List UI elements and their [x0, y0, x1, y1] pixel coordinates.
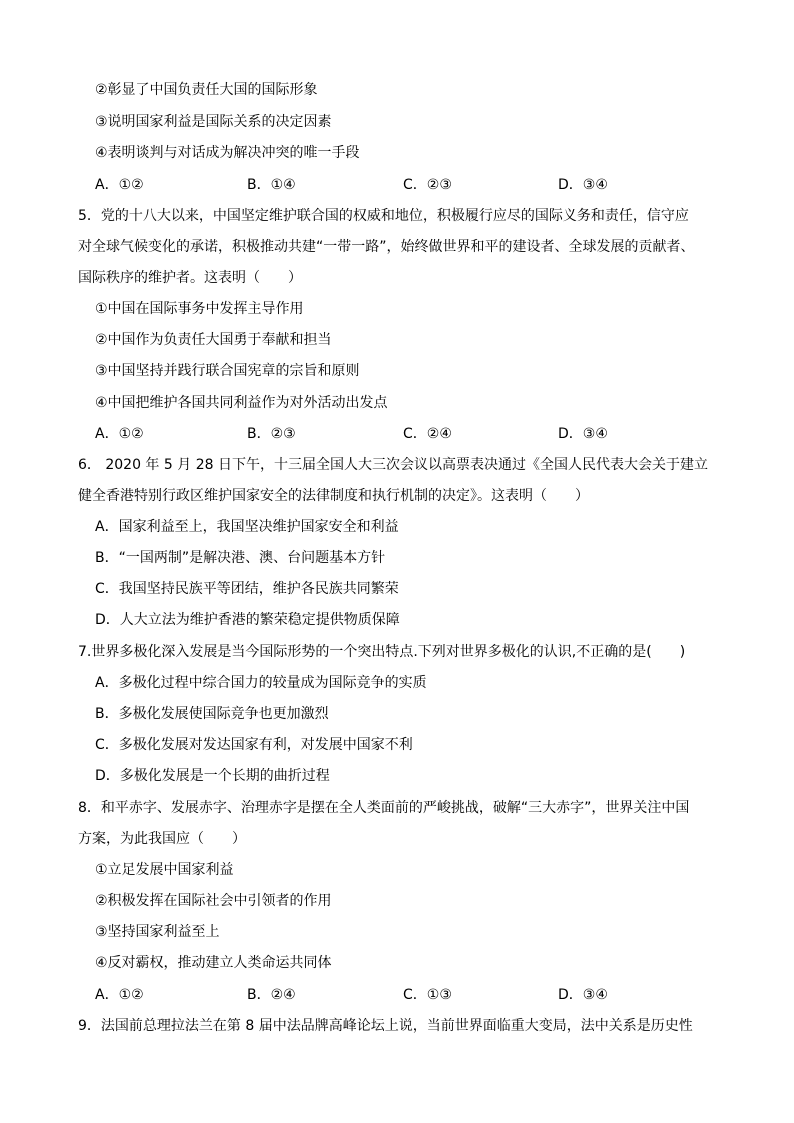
q5-stem-line-2: 对全球气候变化的承诺，积极推动共建“一带一路”，始终做世界和平的建设者、全球发展的贡献者、	[78, 239, 695, 255]
q6-stem-line-2: 健全香港特别行政区维护国家安全的法律制度和执行机制的决定》。这表明（ ）	[78, 488, 589, 504]
q8-stem-line-2: 方案，为此我国应（ ）	[78, 831, 246, 847]
q5-option-a[interactable]: A．①②	[95, 426, 144, 442]
q7-stem: 7.世界多极化深入发展是当今国际形势的一个突出特点.下列对世界多极化的认识,不正确的是( )	[78, 644, 686, 660]
q5-item-4: ④中国把维护各国共同利益作为对外活动出发点	[95, 395, 388, 411]
q8-option-c[interactable]: C．①③	[403, 987, 452, 1003]
q7-choice-d[interactable]: D．多极化发展是一个长期的曲折过程	[95, 768, 330, 784]
q6-choice-a[interactable]: A．国家利益至上，我国坚决维护国家安全和利益	[95, 519, 399, 535]
q5-option-b[interactable]: B．②③	[247, 426, 296, 442]
q8-stem-line-1: 8．和平赤字、发展赤字、治理赤字是摆在全人类面前的严峻挑战，破解“三大赤字”，世界关注中国	[78, 800, 690, 816]
q6-choice-b[interactable]: B．“一国两制”是解决港、澳、台问题基本方针	[95, 550, 386, 566]
q7-choice-a[interactable]: A．多极化过程中综合国力的较量成为国际竞争的实质	[95, 675, 427, 691]
q7-choice-b[interactable]: B．多极化发展使国际竞争也更加激烈	[95, 706, 329, 722]
q6-choice-d[interactable]: D．人大立法为维护香港的繁荣稳定提供物质保障	[95, 612, 400, 628]
q8-item-1: ①立足发展中国家利益	[95, 862, 234, 878]
q8-option-d[interactable]: D．③④	[558, 987, 608, 1003]
q5-item-1: ①中国在国际事务中发挥主导作用	[95, 301, 304, 317]
q5-item-3: ③中国坚持并践行联合国宪章的宗旨和原则	[95, 363, 360, 379]
q8-option-a[interactable]: A．①②	[95, 987, 144, 1003]
q4-item-4: ④表明谈判与对话成为解决冲突的唯一手段	[95, 145, 360, 161]
q4-option-b[interactable]: B．①④	[247, 177, 296, 193]
q4-option-c[interactable]: C．②③	[403, 177, 452, 193]
q4-item-3: ③说明国家利益是国际关系的决定因素	[95, 114, 332, 130]
q9-stem-line-1: 9．法国前总理拉法兰在第 8 届中法品牌高峰论坛上说，当前世界面临重大变局，法中关系是历史性	[78, 1018, 693, 1034]
q7-choice-c[interactable]: C．多极化发展对发达国家有利，对发展中国家不利	[95, 737, 413, 753]
q8-item-2: ②积极发挥在国际社会中引领者的作用	[95, 893, 332, 909]
q4-item-2: ②彰显了中国负责任大国的国际形象	[95, 82, 318, 98]
q6-stem-line-1: 6． 2020 年 5 月 28 日下午，十三届全国人大三次会议以高票表决通过《全国人民代表大会关于建立	[78, 457, 708, 473]
q6-choice-c[interactable]: C．我国坚持民族平等团结，维护各民族共同繁荣	[95, 581, 399, 597]
q5-option-d[interactable]: D．③④	[558, 426, 608, 442]
q5-item-2: ②中国作为负责任大国勇于奉献和担当	[95, 332, 332, 348]
q4-option-a[interactable]: A．①②	[95, 177, 144, 193]
q5-option-c[interactable]: C．②④	[403, 426, 452, 442]
q8-option-b[interactable]: B．②④	[247, 987, 296, 1003]
q5-stem-line-1: 5．党的十八大以来，中国坚定维护联合国的权威和地位，积极履行应尽的国际义务和责任，信守应	[78, 208, 689, 224]
q4-option-d[interactable]: D．③④	[558, 177, 608, 193]
q8-item-3: ③坚持国家利益至上	[95, 924, 220, 940]
q5-stem-line-3: 国际秩序的维护者。这表明（ ）	[78, 270, 302, 286]
q8-item-4: ④反对霸权，推动建立人类命运共同体	[95, 955, 332, 971]
